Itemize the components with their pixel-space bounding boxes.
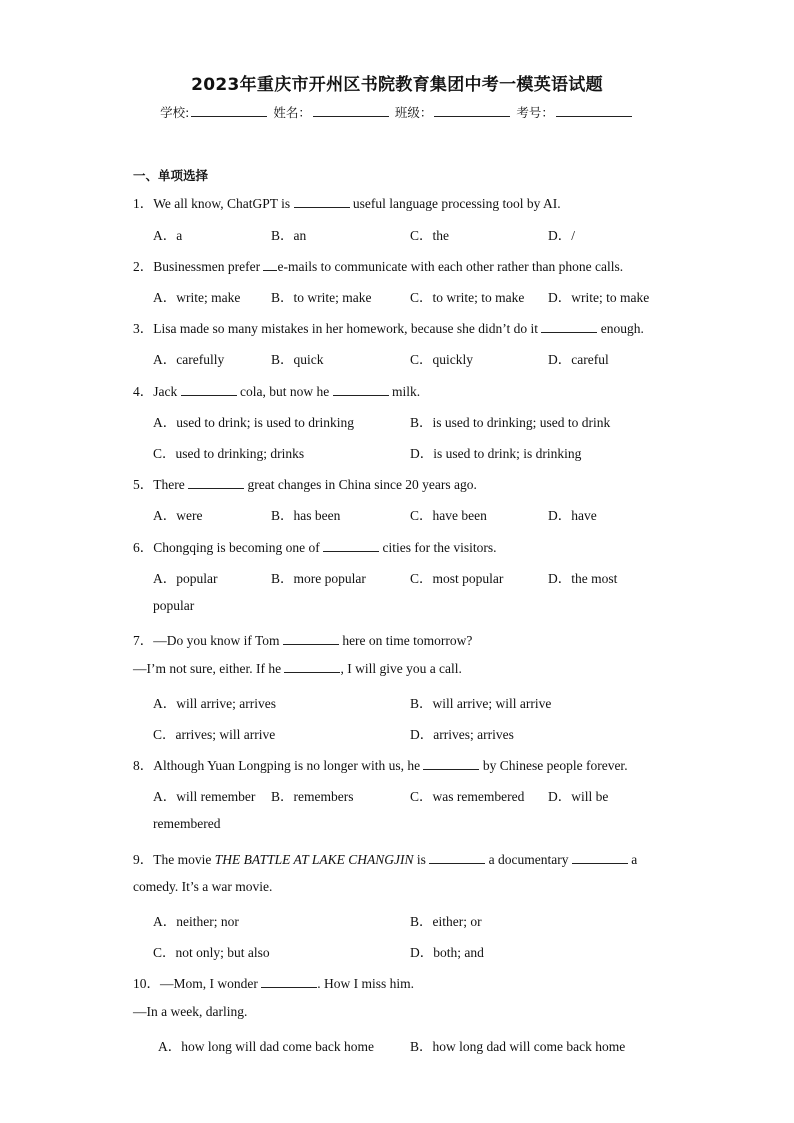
school-label: 学校: <box>160 105 190 120</box>
q2-option-d: D．write; to make <box>548 290 650 305</box>
q9-option-a: A．neither; nor <box>153 914 239 929</box>
number-label: 考号： <box>516 105 554 120</box>
q1-option-b: B．an <box>271 228 307 243</box>
question-8: 8．Although Yuan Longping is no longer with us, he by Chinese people forever. <box>133 758 628 773</box>
q2-option-a: A．write; make <box>153 290 241 305</box>
name-blank <box>313 104 389 117</box>
q8-option-b: B．remembers <box>271 789 354 804</box>
question-1: 1．We all know, ChatGPT is useful language processing tool by AI. <box>133 196 561 211</box>
q6-option-a: A．popular <box>153 571 218 586</box>
q6-option-c: C．most popular <box>410 571 504 586</box>
question-2: 2．Businessmen prefer e-mails to communicate with each other rather than phone calls. <box>133 259 624 274</box>
q5-option-b: B．has been <box>271 508 341 523</box>
answer-blank <box>541 320 597 333</box>
q7-option-b: B．will arrive; will arrive <box>410 696 552 711</box>
class-blank <box>434 104 510 117</box>
q7-option-d: D．arrives; arrives <box>410 727 514 742</box>
section-heading: 一、单项选择 <box>133 168 209 183</box>
question-6: 6．Chongqing is becoming one of cities for the visitors. <box>133 540 497 555</box>
answer-blank <box>294 195 350 208</box>
school-blank <box>191 104 267 117</box>
q5-option-c: C．have been <box>410 508 487 523</box>
q8-option-d: D．will be <box>548 789 609 804</box>
q8-option-d-continued: remembered <box>153 816 221 831</box>
answer-blank <box>423 757 479 770</box>
q4-option-c: C．used to drinking; drinks <box>153 446 305 461</box>
question-5: 5．There great changes in China since 20 years ago. <box>133 477 477 492</box>
q3-option-c: C．quickly <box>410 352 473 367</box>
answer-blank <box>261 975 317 988</box>
q4-option-d: D．is used to drink; is drinking <box>410 446 582 461</box>
answer-blank <box>283 632 339 645</box>
q4-option-a: A．used to drink; is used to drinking <box>153 415 354 430</box>
q9-option-c: C．not only; but also <box>153 945 270 960</box>
answer-blank <box>284 660 340 673</box>
q6-option-d: D．the most <box>548 571 618 586</box>
answer-blank <box>323 539 379 552</box>
q5-option-a: A．were <box>153 508 203 523</box>
name-label: 姓名： <box>273 105 311 120</box>
answer-blank <box>333 383 389 396</box>
q1-option-c: C．the <box>410 228 449 243</box>
q3-option-b: B．quick <box>271 352 324 367</box>
question-9: 9．The movie THE BATTLE AT LAKE CHANGJIN is a documentary a <box>133 852 638 867</box>
q4-option-b: B．is used to drinking; used to drink <box>410 415 611 430</box>
q3-option-a: A．carefully <box>153 352 225 367</box>
answer-blank <box>188 476 244 489</box>
class-label: 班级： <box>394 105 433 120</box>
question-3: 3．Lisa made so many mistakes in her homework, because she didn’t do it enough. <box>133 321 644 336</box>
q1-option-a: A．a <box>153 228 183 243</box>
answer-blank <box>429 851 485 864</box>
q6-option-d-continued: popular <box>153 598 195 613</box>
q7-option-a: A．will arrive; arrives <box>153 696 276 711</box>
answer-blank <box>263 258 277 271</box>
question-10-line-2: —In a week, darling. <box>133 1004 248 1019</box>
q2-option-b: B．to write; make <box>271 290 372 305</box>
q10-option-a: A．how long will dad come back home <box>158 1039 374 1054</box>
question-7-line-2: —I’m not sure, either. If he , I will give you a call. <box>133 661 462 676</box>
q8-option-c: C．was remembered <box>410 789 525 804</box>
question-9-line-2: comedy. It’s a war movie. <box>133 879 273 894</box>
number-blank <box>556 104 632 117</box>
q3-option-d: D．careful <box>548 352 609 367</box>
q7-option-c: C．arrives; will arrive <box>153 727 276 742</box>
q10-option-b: B．how long dad will come back home <box>410 1039 626 1054</box>
q2-option-c: C．to write; to make <box>410 290 525 305</box>
q9-option-d: D．both; and <box>410 945 484 960</box>
q5-option-d: D．have <box>548 508 597 523</box>
student-info-row <box>0 103 794 121</box>
q6-option-b: B．more popular <box>271 571 366 586</box>
answer-blank <box>572 851 628 864</box>
movie-title: THE BATTLE AT LAKE CHANGJIN <box>214 852 414 867</box>
question-7: 7．—Do you know if Tom here on time tomorrow? <box>133 633 473 648</box>
answer-blank <box>181 383 237 396</box>
page-title: 2023年重庆市开州区书院教育集团中考一模英语试题 <box>191 75 603 95</box>
q9-option-b: B．either; or <box>410 914 482 929</box>
q1-option-d: D．/ <box>548 228 575 243</box>
question-10: 10．—Mom, I wonder . How I miss him. <box>133 976 415 991</box>
question-4: 4．Jack cola, but now he milk. <box>133 384 421 399</box>
q8-option-a: A．will remember <box>153 789 256 804</box>
